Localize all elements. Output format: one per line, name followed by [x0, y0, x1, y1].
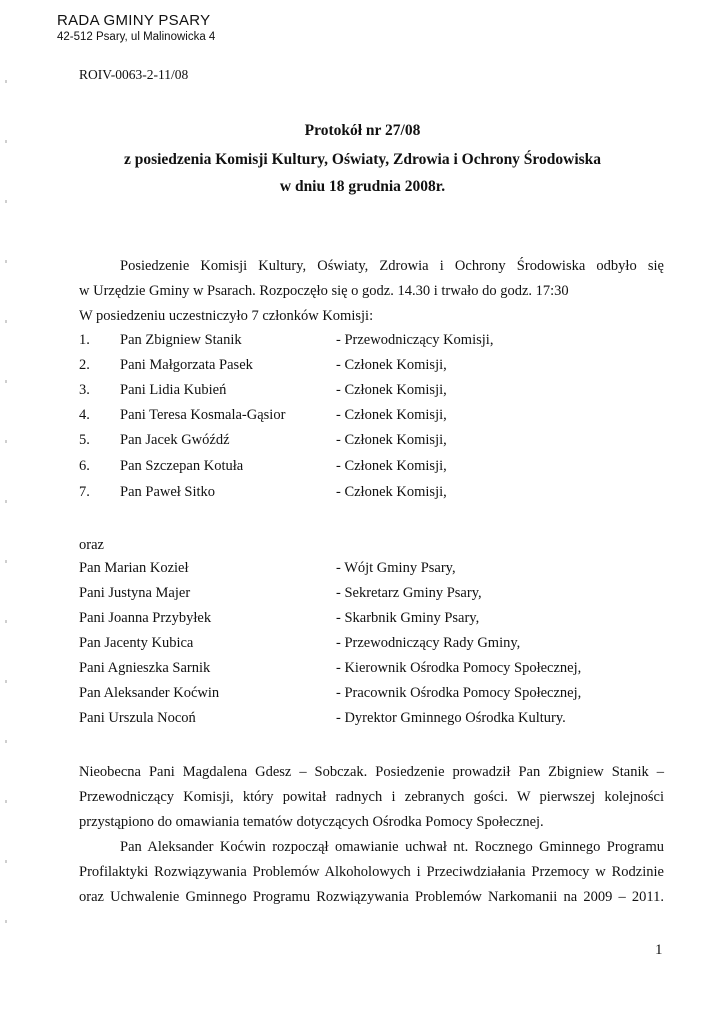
member-name: Pani Teresa Kosmala-Gąsior	[120, 407, 286, 423]
para2-line-1: Nieobecna Pani Magdalena Gdesz – Sobczak. Posiedzenie prowadził Pan Zbigniew Stanik –	[79, 764, 664, 780]
member-name: Pani Małgorzata Pasek	[120, 357, 253, 373]
member-name: Pan Szczepan Kotuła	[120, 458, 244, 474]
council-name: RADA GMINY PSARY	[57, 12, 211, 29]
para2-line-3: przystąpiono do omawiania tematów dotyczących Ośrodka Pomocy Społecznej.	[79, 814, 544, 830]
member-name: Pan Paweł Sitko	[120, 484, 216, 500]
guest-name: Pani Justyna Majer	[79, 585, 191, 601]
reference-number: ROIV-0063-2-11/08	[79, 67, 189, 82]
member-name: Pani Lidia Kubień	[120, 382, 227, 398]
guest-role: - Skarbnik Gminy Psary,	[336, 610, 480, 626]
guest-name: Pan Aleksander Koćwin	[79, 685, 220, 701]
guest-role: - Sekretarz Gminy Psary,	[336, 585, 482, 601]
intro-line-3: W posiedzeniu uczestniczyło 7 członków Komisji:	[79, 308, 374, 324]
para2-line-2: Przewodniczący Komisji, który powitał radnych i zebranych gości. W pierwszej kolejności	[79, 789, 664, 805]
absence-paragraph	[79, 760, 664, 835]
member-role: - Członek Komisji,	[336, 382, 447, 398]
member-number: 2.	[79, 357, 90, 373]
guest-name: Pani Joanna Przybyłek	[79, 610, 212, 626]
para3-line-1: Pan Aleksander Koćwin rozpoczął omawianie uchwał nt. Rocznego Gminnego Programu	[120, 839, 664, 855]
intro-line-1: Posiedzenie Komisji Kultury, Oświaty, Zdrowia i Ochrony Środowiska odbyło się	[120, 258, 664, 274]
guest-name: Pan Marian Kozieł	[79, 560, 189, 576]
guest-role: - Dyrektor Gminnego Ośrodka Kultury.	[336, 710, 566, 726]
guest-role: - Kierownik Ośrodka Pomocy Społecznej,	[336, 660, 582, 676]
member-name: Pan Jacek Gwóźdź	[120, 432, 230, 448]
guest-name: Pani Urszula Nocoń	[79, 710, 196, 726]
protocol-title: Protokół nr 27/08	[304, 122, 421, 139]
member-number: 7.	[79, 484, 90, 500]
guest-role: - Przewodniczący Rady Gminy,	[336, 635, 521, 651]
member-role: - Członek Komisji,	[336, 357, 447, 373]
member-number: 6.	[79, 458, 90, 474]
intro-line-2: w Urzędzie Gminy w Psarach. Rozpoczęło się o godz. 14.30 i trwało do godz. 17:30	[79, 283, 569, 299]
intro-paragraph	[79, 254, 664, 329]
guest-role: - Wójt Gminy Psary,	[336, 560, 456, 576]
council-address: 42-512 Psary, ul Malinowicka 4	[57, 31, 216, 43]
member-role: - Członek Komisji,	[336, 484, 447, 500]
oraz-label: oraz	[79, 537, 104, 553]
member-role: - Członek Komisji,	[336, 432, 447, 448]
member-role: - Przewodniczący Komisji,	[336, 332, 494, 348]
member-number: 1.	[79, 332, 90, 348]
para3-line-2: Profilaktyki Rozwiązywania Problemów Alkoholowych i Przeciwdziałania Przemocy w Rodzinie	[79, 864, 664, 880]
para3-line-3: oraz Uchwalenie Gminnego Programu Rozwiązywania Problemów Narkomanii na 2009 – 2011.	[79, 889, 664, 905]
discussion-paragraph	[79, 835, 664, 910]
meeting-date: w dniu 18 grudnia 2008r.	[279, 178, 446, 195]
scan-margin-marks	[5, 80, 7, 960]
page-number: 1	[655, 942, 663, 958]
member-role: - Członek Komisji,	[336, 407, 447, 423]
meeting-subject: z posiedzenia Komisji Kultury, Oświaty, Zdrowia i Ochrony Środowiska	[123, 151, 602, 168]
guest-name: Pani Agnieszka Sarnik	[79, 660, 211, 676]
guest-name: Pan Jacenty Kubica	[79, 635, 194, 651]
member-number: 4.	[79, 407, 90, 423]
member-number: 3.	[79, 382, 90, 398]
guest-role: - Pracownik Ośrodka Pomocy Społecznej,	[336, 685, 582, 701]
member-name: Pan Zbigniew Stanik	[120, 332, 242, 348]
member-role: - Członek Komisji,	[336, 458, 447, 474]
member-number: 5.	[79, 432, 90, 448]
